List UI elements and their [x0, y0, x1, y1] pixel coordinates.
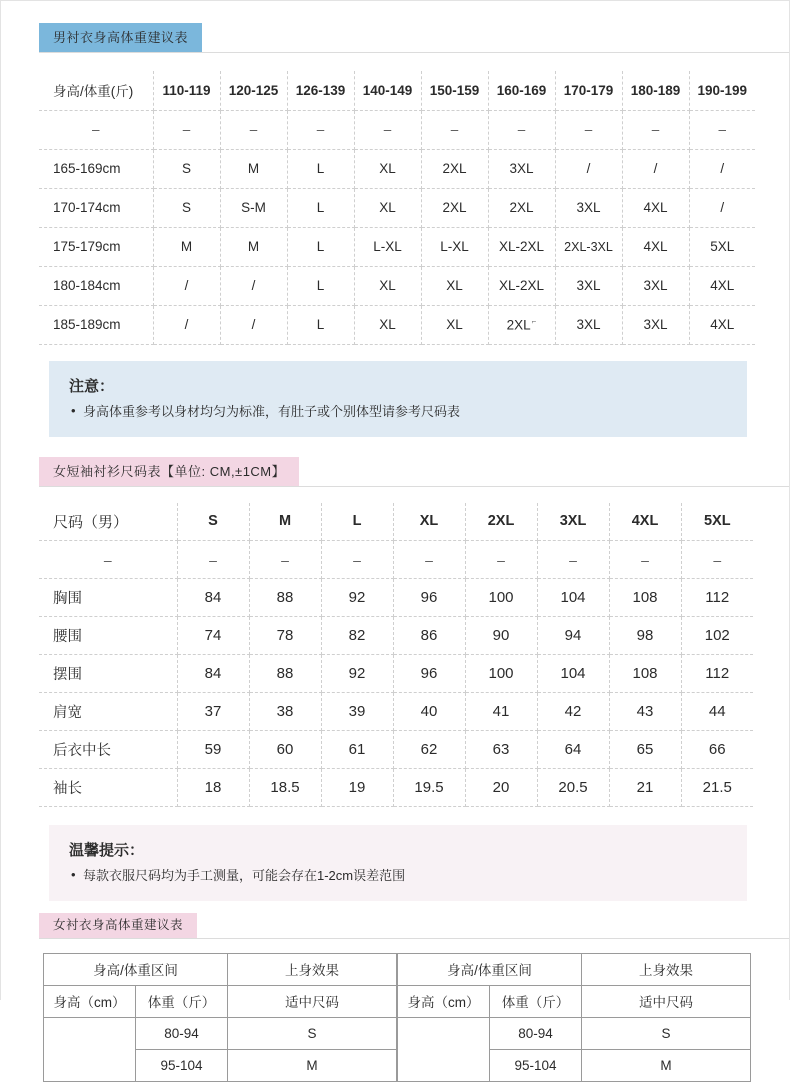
table-row [39, 693, 753, 731]
table1-cell: XL [354, 305, 421, 344]
table-row [39, 266, 755, 305]
table-row [39, 305, 755, 344]
table2-dash-0: – [177, 541, 249, 579]
table1-col-7: 180-189 [622, 71, 689, 110]
table3-weight-cell: 80-94 [490, 1017, 582, 1049]
table1-cell: / [689, 149, 755, 188]
table-row [39, 655, 753, 693]
table2-cell: 21 [609, 769, 681, 807]
table-row [39, 769, 753, 807]
table2-cell: 21.5 [681, 769, 753, 807]
table-row [44, 1017, 397, 1049]
table3-subheader-size: 适中尺码 [228, 985, 397, 1017]
table1-dash-2: – [287, 110, 354, 149]
table1-cell-marked [488, 305, 555, 344]
table-header-row [39, 71, 755, 110]
table1-cell: / [153, 266, 220, 305]
table2-cell: 62 [393, 731, 465, 769]
table1-cell: XL-2XL [488, 266, 555, 305]
table2-cell: 59 [177, 731, 249, 769]
table1-row-label: 165-169cm [39, 149, 153, 188]
table2-cell: 94 [537, 617, 609, 655]
section-tab-women-shirt-size: 女短袖衬衫尺码表【单位: CM,±1CM】 [39, 457, 299, 486]
table1-cell: 2XL [488, 188, 555, 227]
table2-dash-5: – [537, 541, 609, 579]
table2-cell: 19 [321, 769, 393, 807]
table3-group-header-range: 身高/体重区间 [44, 953, 228, 985]
table-header-row [39, 503, 753, 541]
table3-group-header-range: 身高/体重区间 [398, 953, 582, 985]
table1-cell: / [220, 266, 287, 305]
table2-cell: 92 [321, 655, 393, 693]
women-height-weight-table-left [43, 953, 397, 1082]
table2-cell: 18.5 [249, 769, 321, 807]
table1-cell: / [622, 149, 689, 188]
table2-dash-3: – [393, 541, 465, 579]
table2-row-label: 肩宽 [39, 693, 177, 731]
table2-dash-1: – [249, 541, 321, 579]
table2-cell: 65 [609, 731, 681, 769]
table2-cell: 96 [393, 655, 465, 693]
table1-cell: L [287, 149, 354, 188]
table2-col-6: 4XL [609, 503, 681, 541]
table2-dash-7: – [681, 541, 753, 579]
table2-cell: 20.5 [537, 769, 609, 807]
table1-dash-1: – [220, 110, 287, 149]
table1-cell: 3XL [622, 305, 689, 344]
section-header-women-height-weight [1, 913, 789, 939]
table1-cell: XL [354, 149, 421, 188]
table1-cell: L-XL [354, 227, 421, 266]
table2-col-3: XL [393, 503, 465, 541]
table2-cell: 44 [681, 693, 753, 731]
table2-cell: 66 [681, 731, 753, 769]
table2-cell: 74 [177, 617, 249, 655]
table1-cell: / [220, 305, 287, 344]
table1-cell: / [689, 188, 755, 227]
table1-cell: M [153, 227, 220, 266]
table1-col-8: 190-199 [689, 71, 755, 110]
table2-row-label: 摆围 [39, 655, 177, 693]
table2-dash-2: – [321, 541, 393, 579]
table1-col-3: 140-149 [354, 71, 421, 110]
table2-cell: 104 [537, 579, 609, 617]
table1-cell: XL-2XL [488, 227, 555, 266]
table2-dash-label: – [39, 541, 177, 579]
footnote-mark-icon: ⌐ [531, 316, 537, 326]
table1-cell: 2XL [421, 149, 488, 188]
table3-size-cell: S [228, 1017, 397, 1049]
women-shirt-size-table [39, 503, 753, 808]
table1-cell: L [287, 305, 354, 344]
table1-cell: XL [421, 266, 488, 305]
table-header-row [44, 953, 397, 985]
table1-cell: 5XL [689, 227, 755, 266]
table1-cell: 4XL [689, 305, 755, 344]
table1-cell-marked-value: 2XL [506, 317, 531, 333]
table1-dash-7: – [622, 110, 689, 149]
table2-cell: 90 [465, 617, 537, 655]
table1-dash-4: – [421, 110, 488, 149]
notice-title: 温馨提示： [69, 842, 145, 860]
table2-row-label: 袖长 [39, 769, 177, 807]
table1-cell: / [555, 149, 622, 188]
table-row [39, 188, 755, 227]
table2-dash-6: – [609, 541, 681, 579]
table3-size-cell: M [582, 1049, 751, 1081]
table1-cell: L [287, 266, 354, 305]
section-divider [39, 938, 789, 939]
table2-cell: 41 [465, 693, 537, 731]
table1-cell: 3XL [622, 266, 689, 305]
table1-dash-5: – [488, 110, 555, 149]
table2-cell: 92 [321, 579, 393, 617]
table1-col-6: 170-179 [555, 71, 622, 110]
table1-cell: 4XL [689, 266, 755, 305]
notice-box-pink [49, 825, 747, 901]
table3-subheader-height: 身高（cm） [44, 985, 136, 1017]
notice-title: 注意： [69, 377, 115, 395]
section-header-men-height-weight [1, 1, 789, 53]
table2-cell: 38 [249, 693, 321, 731]
table3-weight-cell: 95-104 [490, 1049, 582, 1081]
table3-weight-cell: 80-94 [136, 1017, 228, 1049]
table1-row-label: 180-184cm [39, 266, 153, 305]
table2-cell: 108 [609, 655, 681, 693]
table-row [39, 579, 753, 617]
table1-cell: XL [421, 305, 488, 344]
table-row [39, 617, 753, 655]
table1-dash-8: – [689, 110, 755, 149]
table1-row-label: 185-189cm [39, 305, 153, 344]
table2-cell: 18 [177, 769, 249, 807]
table2-cell: 84 [177, 579, 249, 617]
table2-cell: 37 [177, 693, 249, 731]
table-row [39, 227, 755, 266]
section-tab-women-height-weight: 女衬衣身高体重建议表 [39, 913, 197, 938]
table2-col-1: M [249, 503, 321, 541]
table2-cell: 86 [393, 617, 465, 655]
table1-col-4: 150-159 [421, 71, 488, 110]
table2-cell: 98 [609, 617, 681, 655]
table-subheader-row [44, 985, 397, 1017]
table-row [39, 149, 755, 188]
table1-cell: 3XL [555, 188, 622, 227]
table2-cell: 19.5 [393, 769, 465, 807]
table2-cell: 60 [249, 731, 321, 769]
table1-cell: 2XL-3XL [555, 227, 622, 266]
table1-col-0: 110-119 [153, 71, 220, 110]
table1-dash-3: – [354, 110, 421, 149]
table-row [398, 1017, 751, 1049]
table1-cell: XL [354, 188, 421, 227]
table2-row-label: 胸围 [39, 579, 177, 617]
table1-cell: 3XL [488, 149, 555, 188]
table2-cell: 20 [465, 769, 537, 807]
table2-col-7: 5XL [681, 503, 753, 541]
table2-cell: 78 [249, 617, 321, 655]
men-height-weight-table [39, 71, 755, 345]
table1-cell: S [153, 149, 220, 188]
table2-cell: 112 [681, 579, 753, 617]
table2-col-0: S [177, 503, 249, 541]
table-header-row [398, 953, 751, 985]
notice-item: • 身高体重参考以身材均匀为标准，有肚子或个别体型请参考尺码表 [69, 403, 727, 421]
table2-row-label: 腰围 [39, 617, 177, 655]
table1-cell: / [153, 305, 220, 344]
table2-cell: 100 [465, 579, 537, 617]
notice-item: • 每款衣服尺码均为手工测量，可能会存在1-2cm误差范围 [69, 867, 727, 885]
table2-row-label: 后衣中长 [39, 731, 177, 769]
table2-cell: 104 [537, 655, 609, 693]
table1-cell: L [287, 188, 354, 227]
table2-cell: 64 [537, 731, 609, 769]
table1-cell: M [220, 149, 287, 188]
table2-cell: 112 [681, 655, 753, 693]
section-divider [39, 52, 789, 53]
table3-height-cell [44, 1017, 136, 1081]
table1-cell: L-XL [421, 227, 488, 266]
table1-cell: M [220, 227, 287, 266]
table2-cell: 100 [465, 655, 537, 693]
table2-cell: 82 [321, 617, 393, 655]
table1-corner-label: 身高/体重(斤) [39, 71, 153, 110]
table2-cell: 102 [681, 617, 753, 655]
table3-height-cell [398, 1017, 490, 1081]
table1-col-1: 120-125 [220, 71, 287, 110]
table2-col-5: 3XL [537, 503, 609, 541]
table3-subheader-size: 适中尺码 [582, 985, 751, 1017]
table2-cell: 96 [393, 579, 465, 617]
table1-cell: 4XL [622, 227, 689, 266]
women-height-weight-table-wrap [43, 953, 747, 1082]
table1-cell: 4XL [622, 188, 689, 227]
table3-subheader-weight: 体重（斤） [136, 985, 228, 1017]
table2-cell: 84 [177, 655, 249, 693]
table3-group-header-effect: 上身效果 [228, 953, 397, 985]
table3-weight-cell: 95-104 [136, 1049, 228, 1081]
table1-dash-6: – [555, 110, 622, 149]
table2-cell: 39 [321, 693, 393, 731]
table2-cell: 43 [609, 693, 681, 731]
table1-cell: S-M [220, 188, 287, 227]
table3-size-cell: M [228, 1049, 397, 1081]
notice-box-blue [49, 361, 747, 437]
table-row [39, 731, 753, 769]
women-height-weight-table-right [397, 953, 751, 1082]
table2-corner-label: 尺码（男） [39, 503, 177, 541]
table1-dash-label: – [39, 110, 153, 149]
table1-cell: 2XL [421, 188, 488, 227]
table-row [39, 541, 753, 579]
table1-cell: 3XL [555, 305, 622, 344]
table1-row-label: 170-174cm [39, 188, 153, 227]
table1-row-label: 175-179cm [39, 227, 153, 266]
table2-cell: 61 [321, 731, 393, 769]
table2-cell: 63 [465, 731, 537, 769]
table3-group-header-effect: 上身效果 [582, 953, 751, 985]
table2-col-2: L [321, 503, 393, 541]
table1-cell: XL [354, 266, 421, 305]
table3-subheader-weight: 体重（斤） [490, 985, 582, 1017]
table2-dash-4: – [465, 541, 537, 579]
table-subheader-row [398, 985, 751, 1017]
table1-cell: S [153, 188, 220, 227]
table1-dash-0: – [153, 110, 220, 149]
table2-cell: 88 [249, 579, 321, 617]
section-tab-men-height-weight: 男衬衣身高体重建议表 [39, 23, 202, 52]
table-row [39, 110, 755, 149]
table1-cell: L [287, 227, 354, 266]
table2-cell: 88 [249, 655, 321, 693]
table2-cell: 108 [609, 579, 681, 617]
table2-cell: 40 [393, 693, 465, 731]
table1-col-5: 160-169 [488, 71, 555, 110]
table2-cell: 42 [537, 693, 609, 731]
table3-subheader-height: 身高（cm） [398, 985, 490, 1017]
table3-size-cell: S [582, 1017, 751, 1049]
table2-col-4: 2XL [465, 503, 537, 541]
table1-col-2: 126-139 [287, 71, 354, 110]
section-header-women-shirt-size [1, 457, 789, 487]
section-divider [39, 486, 789, 487]
table1-cell: 3XL [555, 266, 622, 305]
